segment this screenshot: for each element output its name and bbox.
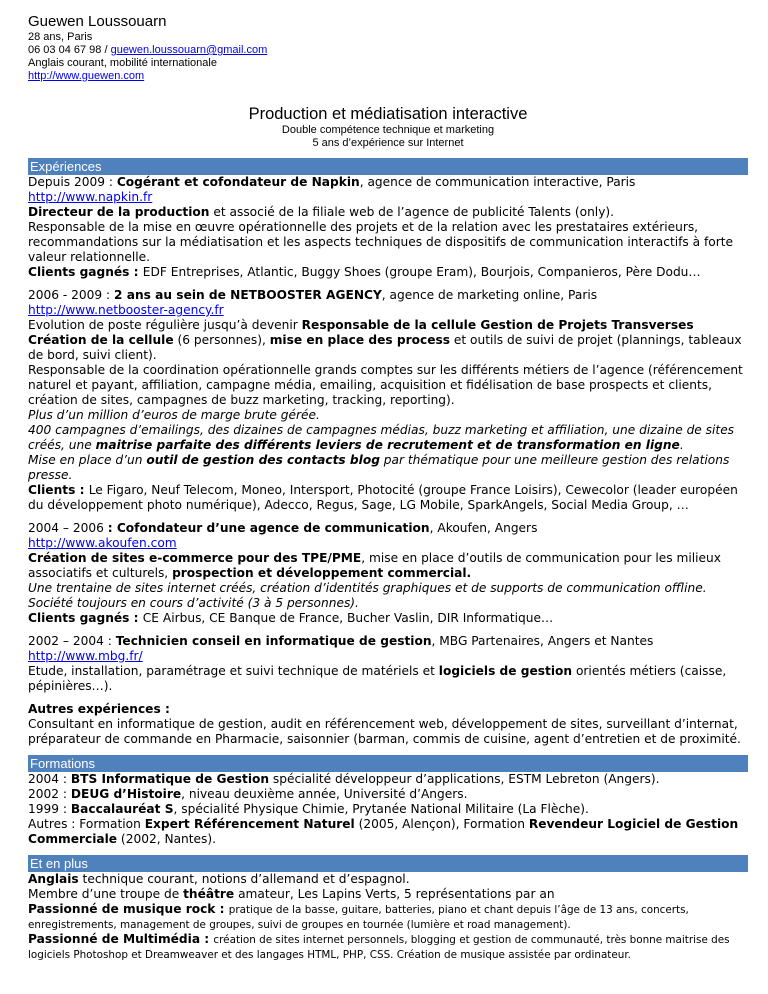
extra-title: théâtre — [183, 887, 235, 901]
experiences-section — [28, 175, 748, 747]
exp-text: et outils de suivi de projet (plannings, tableaux de bord, suivi client). — [28, 333, 742, 362]
formation-year: 2002 : — [28, 787, 71, 801]
exp-text: Evolution de poste régulière jusqu’à devenir — [28, 318, 302, 332]
extra-title: Passionné de Multimédia : — [28, 932, 214, 946]
exp-text: et associé de la filiale web de l’agence de publicité Talents (only). — [209, 205, 615, 219]
formation-title: Revendeur Logiciel de Gestion Commerciale — [28, 817, 739, 846]
experience-netbooster — [28, 288, 748, 513]
experience-napkin — [28, 175, 748, 280]
netbooster-link[interactable]: http://www.netbooster-agency.fr — [28, 303, 224, 317]
exp-company: , MBG Partenaires, Angers et Nantes — [431, 634, 654, 648]
extra-details: amateur, Les Lapins Verts, 5 représentations par an — [234, 887, 555, 901]
exp-role: Technicien conseil en informatique de gestion — [115, 634, 432, 648]
exp-role: : Cofondateur d’une agence de communication — [107, 521, 430, 535]
website-link[interactable]: http://www.guewen.com — [28, 70, 145, 82]
exp-highlight: logiciels de gestion — [438, 664, 573, 678]
phone-email-line — [28, 44, 748, 57]
clients-list: CE Airbus, CE Banque de France, Bucher Vaslin, DIR Informatique… — [142, 611, 554, 625]
formation-details: , spécialité Physique Chimie, Prytanée National Militaire (La Flèche). — [173, 802, 589, 816]
exp-text: . — [679, 438, 684, 452]
section-heading-formations: Formations — [28, 755, 748, 772]
clients-list: EDF Entreprises, Atlantic, Buggy Shoes (groupe Eram), Bourjois, Companieros, Père Dodu… — [142, 265, 701, 279]
exp-achievement: Société toujours en cours d’activité (3 à 5 personnes). — [28, 596, 359, 610]
headline-title: Production et médiatisation interactive — [248, 105, 528, 123]
formation-year: 1999 : — [28, 802, 71, 816]
exp-dates: 2004 – 2006 — [28, 521, 108, 535]
other-experiences-label: Autres expériences : — [28, 702, 170, 716]
exp-role: 2 ans au sein de NETBOOSTER AGENCY — [114, 288, 382, 302]
extra-details: Membre d’une troupe de — [28, 887, 184, 901]
extra-title: Anglais — [28, 872, 79, 886]
exp-achievement: Plus d’un million d’euros de marge brute gérée. — [28, 408, 320, 422]
formation-title: Baccalauréat S — [70, 802, 174, 816]
exp-company: , agence de marketing online, Paris — [381, 288, 598, 302]
website-line — [28, 70, 748, 83]
section-heading-experiences: Expériences — [28, 158, 748, 175]
akoufen-link[interactable]: http://www.akoufen.com — [28, 536, 177, 550]
clients-label: Clients : — [28, 483, 89, 497]
exp-highlight: Création de la cellule — [28, 333, 174, 347]
formations-section — [28, 772, 748, 847]
experience-other — [28, 702, 748, 747]
formation-details: (2002, Nantes). — [117, 832, 217, 846]
section-heading-extras: Et en plus — [28, 855, 748, 872]
clients-label: Clients gagnés : — [28, 265, 143, 279]
phone: 06 03 04 67 98 / — [28, 44, 111, 56]
exp-dates: 2002 – 2004 : — [28, 634, 116, 648]
headline-subtitle-2: 5 ans d’expérience sur Internet — [312, 137, 464, 149]
exp-text: orientés métiers (caisse, pépinières…). — [28, 664, 727, 693]
exp-text: , mise en place d’outils de communication pour les milieux associatifs et culturels, — [28, 551, 721, 580]
formation-details: Autres : Formation — [28, 817, 145, 831]
exp-text: par thématique pour une meilleure gestion des relations presse. — [28, 453, 730, 482]
extras-section — [28, 872, 748, 962]
exp-achievement: Mise en place d’un — [28, 453, 147, 467]
headline-subtitle-1: Double compétence technique et marketing — [281, 124, 495, 136]
formation-details: (2005, Alençon), Formation — [354, 817, 529, 831]
exp-text: (6 personnes), — [173, 333, 270, 347]
formation-details: , niveau deuxième année, Université d’Angers. — [181, 787, 468, 801]
exp-dates: Depuis 2009 : — [28, 175, 117, 189]
exp-text: Etude, installation, paramétrage et suivi technique de matériels et — [28, 664, 439, 678]
extra-details: technique courant, notions d’allemand et d’espagnol. — [78, 872, 410, 886]
exp-role: Directeur de la production — [28, 205, 210, 219]
exp-highlight: Création de sites e-commerce pour des TPE/PME — [28, 551, 362, 565]
candidate-name: Guewen Loussouarn — [28, 13, 167, 30]
exp-description: Responsable de la coordination opérationnelle grands comptes sur les différents métiers de l’agence (référencement naturel et payant, affiliation, campagne média, emailing, acquisition et fidélisation de base prospects et clients, création de sites, campagnes de buzz marketing, tracking, reporting). — [28, 363, 743, 407]
exp-role: Cogérant et cofondateur de Napkin — [116, 175, 360, 189]
exp-highlight: maitrise parfaite des différents leviers de recrutement et de transformation en ligne — [95, 438, 680, 452]
other-experiences-text: Consultant en informatique de gestion, audit en référencement web, développement de sites, surveillant d’internat, préparateur de commande en Pharmacie, saisonnier (barman, commis de cuisine, agent d’entretien et de proximité. — [28, 717, 741, 746]
exp-role: Responsable de la cellule Gestion de Projets Transverses — [301, 318, 694, 332]
age-city: 28 ans, Paris — [28, 31, 93, 43]
contact-block — [28, 12, 748, 83]
exp-highlight: outil de gestion des contacts blog — [146, 453, 380, 467]
exp-dates: 2006 - 2009 : — [28, 288, 115, 302]
mbg-link[interactable]: http://www.mbg.fr/ — [28, 649, 143, 663]
formation-year: 2004 : — [28, 772, 71, 786]
formation-title: Expert Référencement Naturel — [144, 817, 355, 831]
resume-page — [28, 12, 748, 962]
formation-details: spécialité développeur d’applications, ESTM Lebreton (Angers). — [269, 772, 660, 786]
experience-akoufen — [28, 521, 748, 626]
extra-details: pratique de la basse, guitare, batteries, piano et chant depuis l’âge de 13 ans, concerts, enregistrements, management de groupes, suivi de groupes en tournée (lumière et road management). — [28, 904, 689, 931]
clients-label: Clients gagnés : — [28, 611, 143, 625]
napkin-link[interactable]: http://www.napkin.fr — [28, 190, 153, 204]
clients-list: Le Figaro, Neuf Telecom, Moneo, Intersport, Photocité (groupe France Loisirs), Cewecolor (leader européen du développement photo numérique), Adecco, Regus, Sage, LG Mobile, SparkAngels, Social Media Group, … — [28, 483, 738, 512]
experience-mbg — [28, 634, 748, 694]
exp-highlight: prospection et développement commercial. — [172, 566, 472, 580]
exp-achievement: Une trentaine de sites internet créés, création d’identités graphiques et de supports de communication offline. — [28, 581, 707, 595]
exp-highlight: mise en place des process — [269, 333, 450, 347]
exp-description: Responsable de la mise en œuvre opérationnelle des projets et de la relation avec les prestataires extérieurs, recommandations sur la médiatisation et les aspects techniques de dispositifs de communication interactifs à forte valeur relationnelle. — [28, 220, 734, 264]
languages-mobility: Anglais courant, mobilité internationale — [28, 57, 217, 69]
formation-title: DEUG d’Histoire — [70, 787, 182, 801]
exp-achievement: 400 campagnes d’emailings, des dizaines de campagnes médias, buzz marketing et affiliation, une dizaine de sites créés, une — [28, 423, 735, 452]
exp-company: , Akoufen, Angers — [429, 521, 538, 535]
email-link[interactable]: guewen.loussouarn@gmail.com — [110, 44, 268, 56]
extra-details: création de sites internet personnels, blogging et gestion de communauté, très bonne maitrise des logiciels Photoshop et Dreamweaver et des langages HTML, PHP, CSS. Création de musique assistée par ordinateur. — [28, 934, 730, 961]
formation-title: BTS Informatique de Gestion — [70, 772, 270, 786]
exp-company: , agence de communication interactive, Paris — [359, 175, 636, 189]
extra-title: Passionné de musique rock : — [28, 902, 229, 916]
